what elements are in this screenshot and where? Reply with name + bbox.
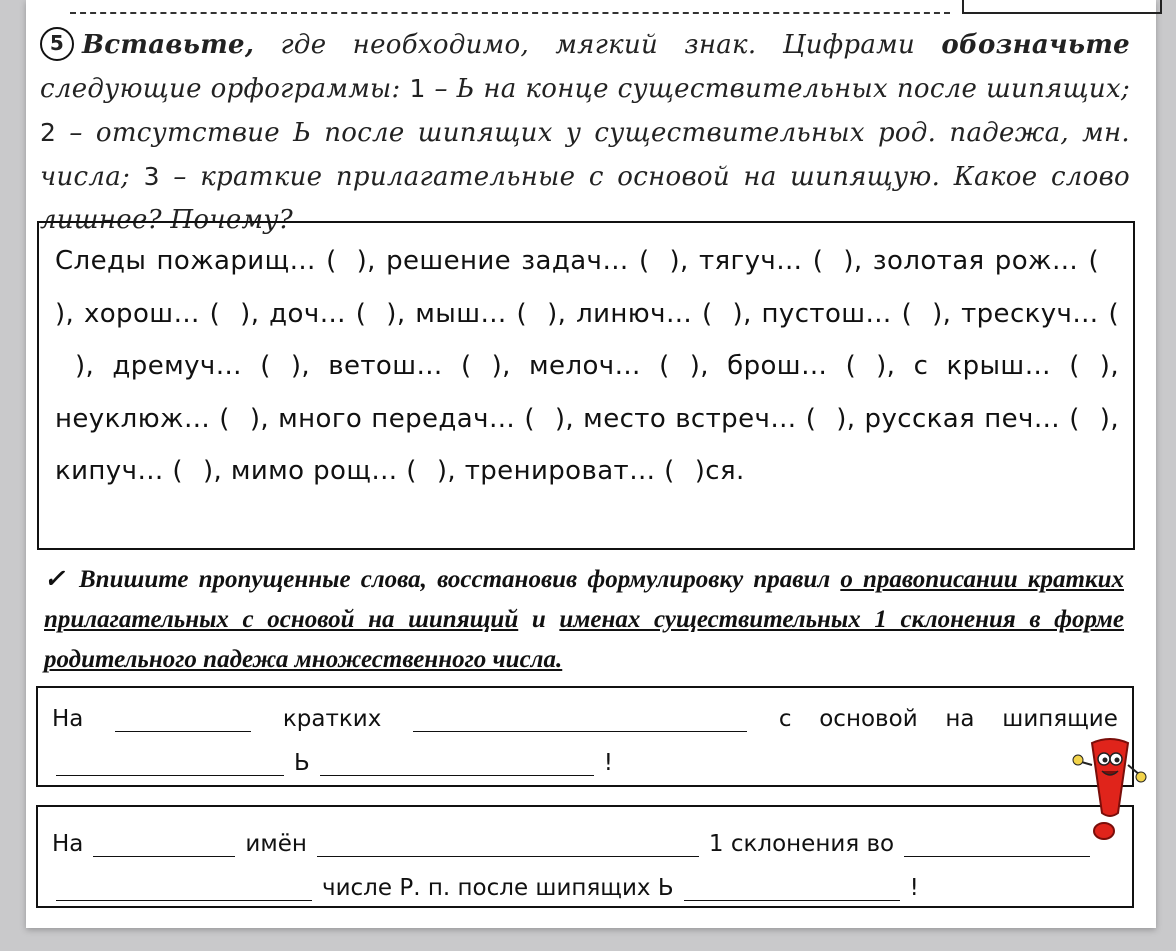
rule-word: Ь xyxy=(294,750,310,776)
word-item: ), решение задач… ( xyxy=(356,246,650,276)
word-item: ), золотая рож… ( xyxy=(843,246,1100,276)
task-text-b: следующие орфограммы: xyxy=(40,74,410,104)
task-text-d: – отсутствие Ь после шипящих у существительных род. падежа, мн. числа; xyxy=(40,118,1130,192)
word-item: ), пустош… ( xyxy=(732,298,913,329)
word-item: ), дремуч… ( xyxy=(75,351,271,381)
word-item: ), брош… ( xyxy=(689,351,857,381)
blank-field[interactable] xyxy=(904,832,1090,857)
top-answer-box xyxy=(962,0,1162,14)
word-item: ), хорош… ( xyxy=(55,298,221,329)
rule-word: шипящие xyxy=(1002,706,1118,732)
task-verb-mark: обозначьте xyxy=(941,30,1130,60)
rule-word: кратких xyxy=(282,706,382,732)
exclamation-mascot-icon xyxy=(1070,735,1150,845)
rule-line-3 xyxy=(52,821,1118,857)
word-item: ), линюч… ( xyxy=(547,298,713,329)
rule-word: на xyxy=(945,706,975,732)
rule-word: числе Р. п. после шипящих Ь xyxy=(322,875,674,901)
rule-word: имён xyxy=(245,831,307,857)
rule-word: основой xyxy=(819,706,918,732)
rule-word: с xyxy=(778,706,792,732)
word-item: ), неуклюж… ( xyxy=(55,351,1119,434)
rule-digit-1: 1 xyxy=(409,74,426,103)
rule-line-4 xyxy=(52,865,1118,901)
rule-instruction xyxy=(44,560,1124,680)
blank-field[interactable] xyxy=(684,876,900,901)
word-item: Следы пожарищ… ( xyxy=(55,246,337,276)
blank-field[interactable] xyxy=(93,832,235,857)
rule-line-1 xyxy=(52,696,1118,732)
instruction-text: Впишите пропущенные слова, восстановив формулировку правил xyxy=(68,566,841,593)
word-item: ), место встреч… ( xyxy=(554,403,817,434)
instruction-topic-2: именах существительных 1 склонения в форме родительного падежа множественного числа. xyxy=(44,606,1124,673)
rule-word: ! xyxy=(909,875,919,901)
blank-field[interactable] xyxy=(413,707,747,732)
task-verb: Вставьте, xyxy=(82,30,255,60)
task-instructions xyxy=(40,24,1130,242)
word-item: ), русская печ… ( xyxy=(836,403,1080,434)
rule-box-adjectives xyxy=(36,686,1134,787)
word-item: ), много передач… ( xyxy=(249,403,535,434)
rule-line-2 xyxy=(52,740,1118,776)
instruction-topic-1: о правописании кратких прилагательных с основой на шипящий xyxy=(44,566,1124,633)
check-icon: ✓ xyxy=(44,566,69,593)
task-text-c: – Ь на конце существительных после шипящих; xyxy=(425,74,1131,104)
rule-word: На xyxy=(52,831,84,857)
rule-digit-3: 3 xyxy=(143,162,160,191)
task-number-badge: 5 xyxy=(40,27,74,61)
word-item: ), мимо рощ… ( xyxy=(202,456,417,486)
blank-field[interactable] xyxy=(320,751,594,776)
task-text-e: – краткие прилагательные с основой на шипящую. Какое слово лишнее? Почему? xyxy=(40,162,1130,235)
word-item: ), ветош… ( xyxy=(290,351,472,381)
blank-field[interactable] xyxy=(115,707,251,732)
word-item: ), с крыш… ( xyxy=(876,351,1080,381)
word-item: ), кипуч… ( xyxy=(55,403,1119,486)
word-item: )ся. xyxy=(694,456,745,486)
rule-word: На xyxy=(52,706,84,732)
rule-box-nouns xyxy=(36,805,1134,908)
instruction-and: и xyxy=(518,606,560,633)
word-item: ), тягуч… ( xyxy=(669,246,824,276)
word-item: ), тренироват… ( xyxy=(436,456,675,486)
word-item: ), мелоч… ( xyxy=(491,351,670,381)
word-list-box xyxy=(37,221,1135,550)
answer-line-divider xyxy=(70,12,950,14)
task-text-a: где необходимо, мягкий знак. Цифрами xyxy=(254,30,942,60)
rule-word: 1 склонения во xyxy=(708,831,895,857)
word-item: ), трескуч… ( xyxy=(932,298,1119,329)
rule-digit-2: 2 xyxy=(40,118,57,147)
rule-word: ! xyxy=(603,750,614,776)
word-item: ), доч… ( xyxy=(240,298,367,329)
blank-field[interactable] xyxy=(317,832,699,857)
blank-field[interactable] xyxy=(56,751,284,776)
word-item: ), мыш… ( xyxy=(386,298,528,329)
blank-field[interactable] xyxy=(56,876,312,901)
